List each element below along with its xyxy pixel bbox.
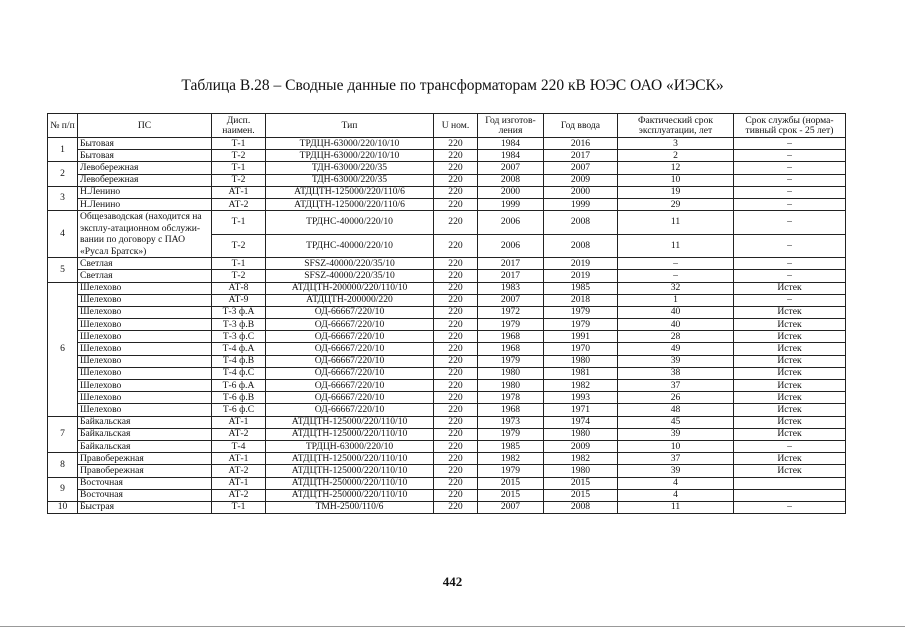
commissioned-cell: 1979 bbox=[544, 306, 618, 318]
u-cell: 220 bbox=[434, 258, 478, 270]
type-cell: ОД-66667/220/10 bbox=[266, 380, 434, 392]
made-cell: 2007 bbox=[478, 501, 544, 513]
table-row bbox=[48, 258, 846, 270]
made-cell: 1982 bbox=[478, 453, 544, 465]
u-cell: 220 bbox=[434, 489, 478, 501]
table-row bbox=[48, 186, 846, 198]
service-cell: – bbox=[734, 174, 846, 186]
disp-cell: Т-1 bbox=[212, 211, 266, 235]
u-cell: 220 bbox=[434, 355, 478, 367]
disp-cell: АТ-9 bbox=[212, 294, 266, 306]
disp-cell: Т-4 ф.С bbox=[212, 367, 266, 379]
actual-cell: 38 bbox=[618, 367, 734, 379]
type-cell: SFSZ-40000/220/35/10 bbox=[266, 258, 434, 270]
substation-cell: Шелехово bbox=[78, 380, 212, 392]
disp-cell: Т-3 ф.С bbox=[212, 331, 266, 343]
disp-cell: Т-6 ф.С bbox=[212, 404, 266, 416]
row-number-cell: 10 bbox=[48, 501, 78, 513]
type-cell: ТРДНС-40000/220/10 bbox=[266, 211, 434, 235]
table-row bbox=[48, 331, 846, 343]
row-number-cell: 1 bbox=[48, 138, 78, 162]
made-cell: 2007 bbox=[478, 294, 544, 306]
service-cell: Истек bbox=[734, 404, 846, 416]
substation-cell: Н.Ленино bbox=[78, 186, 212, 198]
disp-cell: АТ-1 bbox=[212, 416, 266, 428]
type-cell: ОД-66667/220/10 bbox=[266, 404, 434, 416]
service-cell: – bbox=[734, 150, 846, 162]
disp-cell: АТ-1 bbox=[212, 477, 266, 489]
substation-cell: Шелехово bbox=[78, 355, 212, 367]
service-cell: – bbox=[734, 234, 846, 258]
u-cell: 220 bbox=[434, 465, 478, 477]
u-cell: 220 bbox=[434, 380, 478, 392]
table-body bbox=[48, 138, 846, 514]
disp-cell: Т-1 bbox=[212, 258, 266, 270]
table-row bbox=[48, 489, 846, 501]
table-row bbox=[48, 392, 846, 404]
service-cell: – bbox=[734, 198, 846, 210]
table-row bbox=[48, 270, 846, 282]
commissioned-cell: 1981 bbox=[544, 367, 618, 379]
type-cell: ОД-66667/220/10 bbox=[266, 331, 434, 343]
substation-cell: Правобережная bbox=[78, 453, 212, 465]
row-number-cell: 7 bbox=[48, 416, 78, 453]
type-cell: ОД-66667/220/10 bbox=[266, 367, 434, 379]
actual-cell: 48 bbox=[618, 404, 734, 416]
disp-cell: АТ-8 bbox=[212, 282, 266, 294]
substation-cell: Бытовая bbox=[78, 150, 212, 162]
type-cell: ТДН-63000/220/35 bbox=[266, 162, 434, 174]
made-cell: 2008 bbox=[478, 174, 544, 186]
service-cell: – bbox=[734, 258, 846, 270]
commissioned-cell: 2019 bbox=[544, 258, 618, 270]
table-row bbox=[48, 211, 846, 235]
type-cell: АТДЦТН-125000/220/110/10 bbox=[266, 428, 434, 440]
row-number-cell: 9 bbox=[48, 477, 78, 501]
service-cell: – bbox=[734, 162, 846, 174]
disp-cell: Т-3 ф.А bbox=[212, 306, 266, 318]
substation-cell: Правобережная bbox=[78, 465, 212, 477]
service-cell: Истек bbox=[734, 282, 846, 294]
substation-cell: Шелехово bbox=[78, 331, 212, 343]
table-row bbox=[48, 343, 846, 355]
type-cell: АТДЦТН-125000/220/110/10 bbox=[266, 416, 434, 428]
service-cell: Истек bbox=[734, 428, 846, 440]
u-cell: 220 bbox=[434, 440, 478, 452]
u-cell: 220 bbox=[434, 404, 478, 416]
page-number: 442 bbox=[442, 574, 463, 589]
u-cell: 220 bbox=[434, 343, 478, 355]
commissioned-cell: 2016 bbox=[544, 138, 618, 150]
made-cell: 1968 bbox=[478, 331, 544, 343]
made-cell: 1972 bbox=[478, 306, 544, 318]
substation-cell: Восточная bbox=[78, 489, 212, 501]
actual-cell: – bbox=[618, 270, 734, 282]
disp-cell: Т-4 ф.А bbox=[212, 343, 266, 355]
header-cell: Дисп. наимен. bbox=[212, 114, 266, 138]
table-header-row bbox=[48, 114, 846, 138]
header-cell: ПС bbox=[78, 114, 212, 138]
service-cell: Истек bbox=[734, 331, 846, 343]
commissioned-cell: 1985 bbox=[544, 282, 618, 294]
commissioned-cell: 2009 bbox=[544, 440, 618, 452]
substation-cell: Байкальская bbox=[78, 428, 212, 440]
made-cell: 1979 bbox=[478, 465, 544, 477]
type-cell: ТДН-63000/220/35 bbox=[266, 174, 434, 186]
actual-cell: 45 bbox=[618, 416, 734, 428]
made-cell: 2015 bbox=[478, 489, 544, 501]
table-row bbox=[48, 138, 846, 150]
u-cell: 220 bbox=[434, 174, 478, 186]
substation-cell: Бытовая bbox=[78, 138, 212, 150]
row-number-cell: 4 bbox=[48, 211, 78, 258]
service-cell: Истек bbox=[734, 367, 846, 379]
header-cell: Год изготов-ления bbox=[478, 114, 544, 138]
u-cell: 220 bbox=[434, 428, 478, 440]
actual-cell: 11 bbox=[618, 501, 734, 513]
u-cell: 220 bbox=[434, 138, 478, 150]
commissioned-cell: 2008 bbox=[544, 501, 618, 513]
actual-cell: 28 bbox=[618, 331, 734, 343]
made-cell: 1968 bbox=[478, 343, 544, 355]
type-cell: АТДЦТН-125000/220/110/10 bbox=[266, 453, 434, 465]
type-cell: АТДЦТН-200000/220/110/10 bbox=[266, 282, 434, 294]
disp-cell: Т-4 bbox=[212, 440, 266, 452]
made-cell: 2017 bbox=[478, 270, 544, 282]
type-cell: ОД-66667/220/10 bbox=[266, 355, 434, 367]
type-cell: ОД-66667/220/10 bbox=[266, 343, 434, 355]
table-row bbox=[48, 282, 846, 294]
table-row bbox=[48, 355, 846, 367]
header-cell: № п/п bbox=[48, 114, 78, 138]
commissioned-cell: 2018 bbox=[544, 294, 618, 306]
disp-cell: Т-1 bbox=[212, 162, 266, 174]
commissioned-cell: 1993 bbox=[544, 392, 618, 404]
actual-cell: 10 bbox=[618, 174, 734, 186]
commissioned-cell: 1982 bbox=[544, 453, 618, 465]
disp-cell: АТ-1 bbox=[212, 453, 266, 465]
u-cell: 220 bbox=[434, 234, 478, 258]
made-cell: 1978 bbox=[478, 392, 544, 404]
disp-cell: Т-2 bbox=[212, 234, 266, 258]
type-cell: ТРДЦН-63000/220/10/10 bbox=[266, 150, 434, 162]
u-cell: 220 bbox=[434, 331, 478, 343]
service-cell: – bbox=[734, 211, 846, 235]
u-cell: 220 bbox=[434, 453, 478, 465]
substation-cell: Шелехово bbox=[78, 306, 212, 318]
row-number-cell: 8 bbox=[48, 453, 78, 477]
commissioned-cell: 2000 bbox=[544, 186, 618, 198]
header-cell: Тип bbox=[266, 114, 434, 138]
made-cell: 1979 bbox=[478, 319, 544, 331]
u-cell: 220 bbox=[434, 294, 478, 306]
substation-cell: Шелехово bbox=[78, 367, 212, 379]
substation-cell: Быстрая bbox=[78, 501, 212, 513]
made-cell: 1968 bbox=[478, 404, 544, 416]
service-cell: Истек bbox=[734, 306, 846, 318]
u-cell: 220 bbox=[434, 211, 478, 235]
commissioned-cell: 2015 bbox=[544, 477, 618, 489]
actual-cell: 11 bbox=[618, 234, 734, 258]
service-cell: – bbox=[734, 186, 846, 198]
service-cell: Истек bbox=[734, 465, 846, 477]
table-row bbox=[48, 477, 846, 489]
commissioned-cell: 1999 bbox=[544, 198, 618, 210]
substation-cell: Шелехово bbox=[78, 319, 212, 331]
disp-cell: Т-2 bbox=[212, 270, 266, 282]
made-cell: 2006 bbox=[478, 211, 544, 235]
service-cell: – bbox=[734, 501, 846, 513]
u-cell: 220 bbox=[434, 186, 478, 198]
actual-cell: 29 bbox=[618, 198, 734, 210]
row-number-cell: 6 bbox=[48, 282, 78, 416]
table-row bbox=[48, 428, 846, 440]
table-row bbox=[48, 150, 846, 162]
u-cell: 220 bbox=[434, 416, 478, 428]
disp-cell: Т-6 ф.В bbox=[212, 392, 266, 404]
made-cell: 1999 bbox=[478, 198, 544, 210]
header-cell: Год ввода bbox=[544, 114, 618, 138]
u-cell: 220 bbox=[434, 392, 478, 404]
actual-cell: 26 bbox=[618, 392, 734, 404]
service-cell: – bbox=[734, 270, 846, 282]
disp-cell: АТ-2 bbox=[212, 198, 266, 210]
table-row bbox=[48, 162, 846, 174]
table-row bbox=[48, 319, 846, 331]
type-cell: SFSZ-40000/220/35/10 bbox=[266, 270, 434, 282]
substation-cell: Шелехово bbox=[78, 294, 212, 306]
row-number-cell: 3 bbox=[48, 186, 78, 210]
substation-cell: Байкальская bbox=[78, 416, 212, 428]
made-cell: 1984 bbox=[478, 150, 544, 162]
type-cell: АТДЦТН-250000/220/110/10 bbox=[266, 489, 434, 501]
actual-cell: 40 bbox=[618, 306, 734, 318]
footer-rule bbox=[0, 626, 905, 627]
substation-cell: Шелехово bbox=[78, 404, 212, 416]
row-number-cell: 2 bbox=[48, 162, 78, 186]
actual-cell: 19 bbox=[618, 186, 734, 198]
table-row bbox=[48, 440, 846, 452]
actual-cell: 10 bbox=[618, 440, 734, 452]
commissioned-cell: 2015 bbox=[544, 489, 618, 501]
table-row bbox=[48, 501, 846, 513]
made-cell: 2006 bbox=[478, 234, 544, 258]
made-cell: 1985 bbox=[478, 440, 544, 452]
substation-cell: Н.Ленино bbox=[78, 198, 212, 210]
actual-cell: 37 bbox=[618, 380, 734, 392]
made-cell: 2000 bbox=[478, 186, 544, 198]
disp-cell: АТ-1 bbox=[212, 186, 266, 198]
actual-cell: 49 bbox=[618, 343, 734, 355]
service-cell: Истек bbox=[734, 392, 846, 404]
commissioned-cell: 1979 bbox=[544, 319, 618, 331]
table-row bbox=[48, 174, 846, 186]
u-cell: 220 bbox=[434, 282, 478, 294]
u-cell: 220 bbox=[434, 319, 478, 331]
type-cell: ТРДНС-40000/220/10 bbox=[266, 234, 434, 258]
substation-cell: Шелехово bbox=[78, 282, 212, 294]
actual-cell: 40 bbox=[618, 319, 734, 331]
substation-cell: Левобережная bbox=[78, 162, 212, 174]
header-cell: Фактический срок эксплуатации, лет bbox=[618, 114, 734, 138]
made-cell: 2007 bbox=[478, 162, 544, 174]
commissioned-cell: 1982 bbox=[544, 380, 618, 392]
actual-cell: 1 bbox=[618, 294, 734, 306]
u-cell: 220 bbox=[434, 150, 478, 162]
disp-cell: Т-3 ф.В bbox=[212, 319, 266, 331]
commissioned-cell: 1974 bbox=[544, 416, 618, 428]
disp-cell: Т-2 bbox=[212, 174, 266, 186]
made-cell: 1979 bbox=[478, 428, 544, 440]
actual-cell: 4 bbox=[618, 489, 734, 501]
actual-cell: 39 bbox=[618, 465, 734, 477]
substation-cell: Байкальская bbox=[78, 440, 212, 452]
made-cell: 1984 bbox=[478, 138, 544, 150]
commissioned-cell: 2009 bbox=[544, 174, 618, 186]
service-cell: – bbox=[734, 440, 846, 452]
header-cell: Срок службы (норма-тивный срок - 25 лет) bbox=[734, 114, 846, 138]
substation-cell: Светлая bbox=[78, 270, 212, 282]
commissioned-cell: 2008 bbox=[544, 234, 618, 258]
type-cell: АТДЦТН-125000/220/110/6 bbox=[266, 186, 434, 198]
commissioned-cell: 2017 bbox=[544, 150, 618, 162]
service-cell: Истек bbox=[734, 319, 846, 331]
commissioned-cell: 1980 bbox=[544, 355, 618, 367]
actual-cell: – bbox=[618, 258, 734, 270]
header-cell: U ном. bbox=[434, 114, 478, 138]
commissioned-cell: 2008 bbox=[544, 211, 618, 235]
substation-cell: Левобережная bbox=[78, 174, 212, 186]
type-cell: ОД-66667/220/10 bbox=[266, 392, 434, 404]
actual-cell: 2 bbox=[618, 150, 734, 162]
substation-cell: Восточная bbox=[78, 477, 212, 489]
transformer-table bbox=[47, 113, 846, 514]
actual-cell: 4 bbox=[618, 477, 734, 489]
commissioned-cell: 2007 bbox=[544, 162, 618, 174]
u-cell: 220 bbox=[434, 162, 478, 174]
service-cell: Истек bbox=[734, 343, 846, 355]
table-row bbox=[48, 198, 846, 210]
service-cell: Истек bbox=[734, 453, 846, 465]
commissioned-cell: 1971 bbox=[544, 404, 618, 416]
disp-cell: АТ-2 bbox=[212, 465, 266, 477]
u-cell: 220 bbox=[434, 477, 478, 489]
u-cell: 220 bbox=[434, 501, 478, 513]
row-number-cell: 5 bbox=[48, 258, 78, 282]
service-cell bbox=[734, 489, 846, 501]
actual-cell: 32 bbox=[618, 282, 734, 294]
actual-cell: 39 bbox=[618, 428, 734, 440]
made-cell: 1980 bbox=[478, 380, 544, 392]
type-cell: АТДЦТН-200000/220 bbox=[266, 294, 434, 306]
made-cell: 1979 bbox=[478, 355, 544, 367]
commissioned-cell: 2019 bbox=[544, 270, 618, 282]
disp-cell: Т-6 ф.А bbox=[212, 380, 266, 392]
disp-cell: Т-2 bbox=[212, 150, 266, 162]
disp-cell: Т-4 ф.В bbox=[212, 355, 266, 367]
type-cell: АТДЦТН-125000/220/110/6 bbox=[266, 198, 434, 210]
made-cell: 1983 bbox=[478, 282, 544, 294]
u-cell: 220 bbox=[434, 367, 478, 379]
type-cell: ТРДЦН-63000/220/10/10 bbox=[266, 138, 434, 150]
substation-cell: Светлая bbox=[78, 258, 212, 270]
type-cell: ОД-66667/220/10 bbox=[266, 306, 434, 318]
disp-cell: АТ-2 bbox=[212, 428, 266, 440]
service-cell bbox=[734, 477, 846, 489]
made-cell: 1973 bbox=[478, 416, 544, 428]
u-cell: 220 bbox=[434, 306, 478, 318]
table-row bbox=[48, 465, 846, 477]
commissioned-cell: 1980 bbox=[544, 428, 618, 440]
actual-cell: 37 bbox=[618, 453, 734, 465]
made-cell: 2017 bbox=[478, 258, 544, 270]
table-row bbox=[48, 294, 846, 306]
made-cell: 2015 bbox=[478, 477, 544, 489]
commissioned-cell: 1980 bbox=[544, 465, 618, 477]
table-row bbox=[48, 380, 846, 392]
actual-cell: 12 bbox=[618, 162, 734, 174]
table-row bbox=[48, 367, 846, 379]
commissioned-cell: 1991 bbox=[544, 331, 618, 343]
type-cell: АТДЦТН-250000/220/110/10 bbox=[266, 477, 434, 489]
disp-cell: Т-1 bbox=[212, 501, 266, 513]
actual-cell: 39 bbox=[618, 355, 734, 367]
substation-cell: Шелехово bbox=[78, 343, 212, 355]
table-row bbox=[48, 404, 846, 416]
substation-cell: Шелехово bbox=[78, 392, 212, 404]
table-row bbox=[48, 453, 846, 465]
type-cell: АТДЦТН-125000/220/110/10 bbox=[266, 465, 434, 477]
type-cell: ОД-66667/220/10 bbox=[266, 319, 434, 331]
type-cell: ТРДЦН-63000/220/10 bbox=[266, 440, 434, 452]
type-cell: ТМН-2500/110/6 bbox=[266, 501, 434, 513]
u-cell: 220 bbox=[434, 198, 478, 210]
made-cell: 1980 bbox=[478, 367, 544, 379]
service-cell: Истек bbox=[734, 355, 846, 367]
service-cell: – bbox=[734, 138, 846, 150]
table-row bbox=[48, 306, 846, 318]
service-cell: – bbox=[734, 294, 846, 306]
actual-cell: 3 bbox=[618, 138, 734, 150]
table-row bbox=[48, 416, 846, 428]
u-cell: 220 bbox=[434, 270, 478, 282]
actual-cell: 11 bbox=[618, 211, 734, 235]
commissioned-cell: 1970 bbox=[544, 343, 618, 355]
disp-cell: Т-1 bbox=[212, 138, 266, 150]
substation-cell: Общезаводская (находится на эксплу-атационном обслужи-вании по договору с ПАО «Русал Братск») bbox=[78, 211, 212, 258]
disp-cell: АТ-2 bbox=[212, 489, 266, 501]
service-cell: Истек bbox=[734, 380, 846, 392]
service-cell: Истек bbox=[734, 416, 846, 428]
page-title: Таблица В.28 – Сводные данные по трансформаторам 220 кВ ЮЭС ОАО «ИЭСК» bbox=[181, 77, 724, 94]
